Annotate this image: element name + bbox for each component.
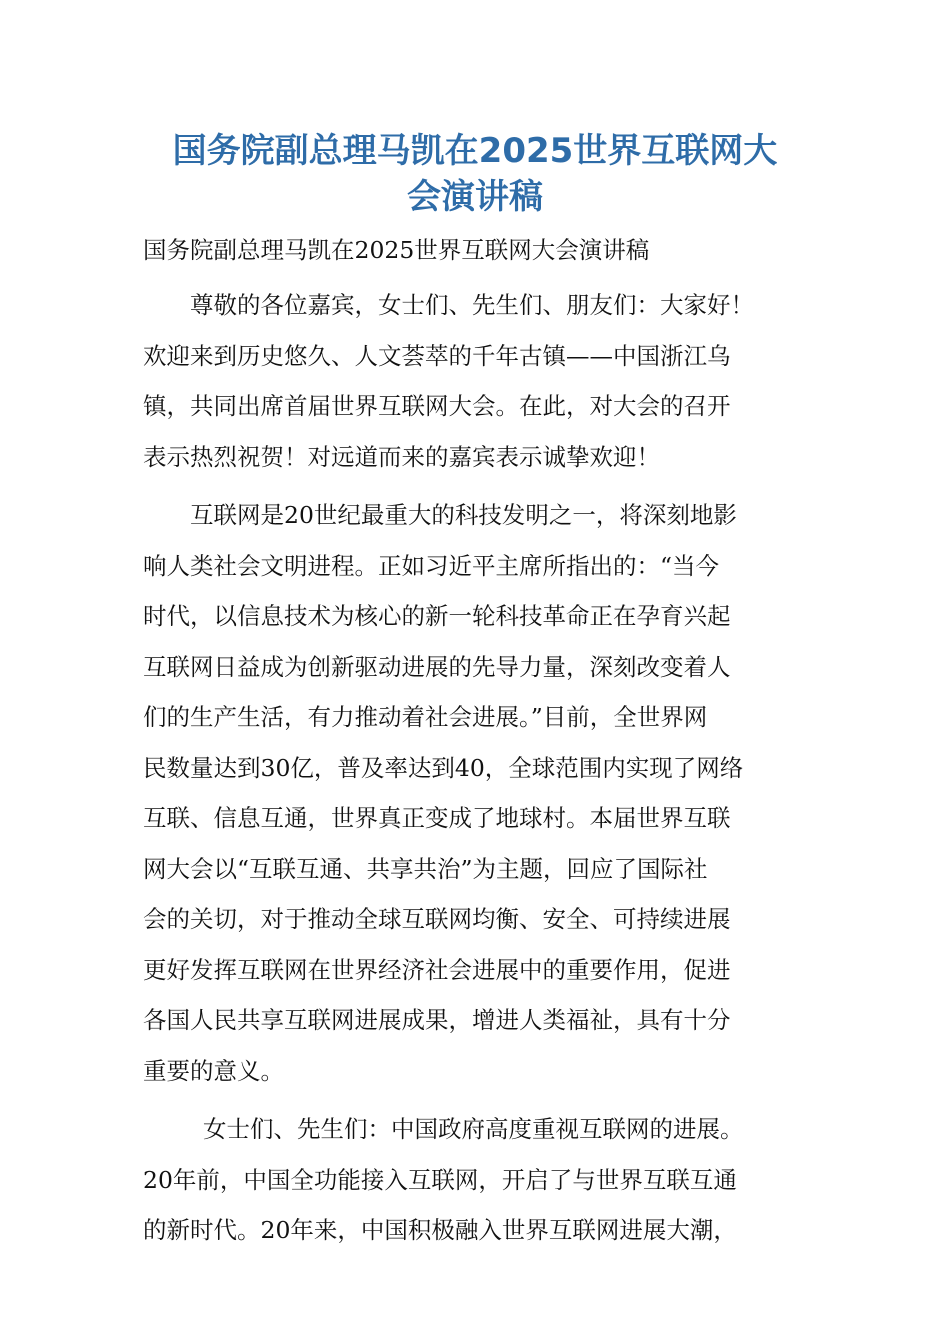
paragraph-line: 更好发挥互联网在世界经济社会进展中的重要作用，促进	[143, 955, 731, 984]
paragraph-line: 网大会以“互联互通、共享共治”为主题，回应了国际社	[143, 854, 708, 883]
paragraph-line: 互联网是20世纪最重大的科技发明之一，将深刻地影	[190, 501, 737, 529]
paragraph-3	[143, 1104, 833, 1256]
paragraph-line: 互联网日益成为创新驱动进展的先导力量，深刻改变着人	[143, 652, 731, 681]
paragraph-line: 重要的意义。	[143, 1056, 284, 1085]
paragraph-line: 会的关切，对于推动全球互联网均衡、安全、可持续进展	[143, 905, 731, 933]
paragraph-1	[143, 280, 833, 482]
paragraph-line: 时代，以信息技术为核心的新一轮科技革命正在孕育兴起	[143, 602, 731, 630]
title-line-1: 国务院副总理马凯在2025世界互联网大	[172, 131, 778, 171]
paragraph-line: 20年前，中国全功能接入互联网，开启了与世界互联互通	[143, 1165, 737, 1194]
paragraph-line: 各国人民共享互联网进展成果，增进人类福祉，具有十分	[143, 1006, 731, 1034]
paragraph-line: 们的生产生活，有力推动着社会进展。”目前，全世界网	[143, 703, 708, 731]
paragraph-line: 的新时代。20年来，中国积极融入世界互联网进展大潮，	[143, 1216, 737, 1244]
paragraph-line: 镇，共同出席首届世界互联网大会。在此，对大会的召开	[143, 392, 731, 420]
document-subtitle: 国务院副总理马凯在2025世界互联网大会演讲稿	[143, 236, 650, 264]
paragraph-line: 互联、信息互通，世界真正变成了地球村。本届世界互联	[143, 804, 731, 832]
paragraph-line: 欢迎来到历史悠久、人文荟萃的千年古镇——中国浙江乌	[143, 341, 731, 370]
document-title	[120, 128, 830, 220]
paragraph-line: 民数量达到30亿，普及率达到40，全球范围内实现了网络	[143, 753, 744, 782]
paragraph-line: 响人类社会文明进程。正如习近平主席所指出的：“当今	[143, 551, 720, 580]
document-body	[143, 228, 833, 1256]
title-line-2: 会演讲稿	[407, 177, 543, 217]
paragraph-line: 女士们、先生们：中国政府高度重视互联网的进展。	[203, 1115, 744, 1143]
paragraph-line: 尊敬的各位嘉宾，女士们、先生们、朋友们：大家好！	[190, 291, 754, 319]
paragraph-line: 表示热烈祝贺！对远道而来的嘉宾表示诚挚欢迎！	[143, 442, 660, 471]
paragraph-2	[143, 490, 833, 1096]
